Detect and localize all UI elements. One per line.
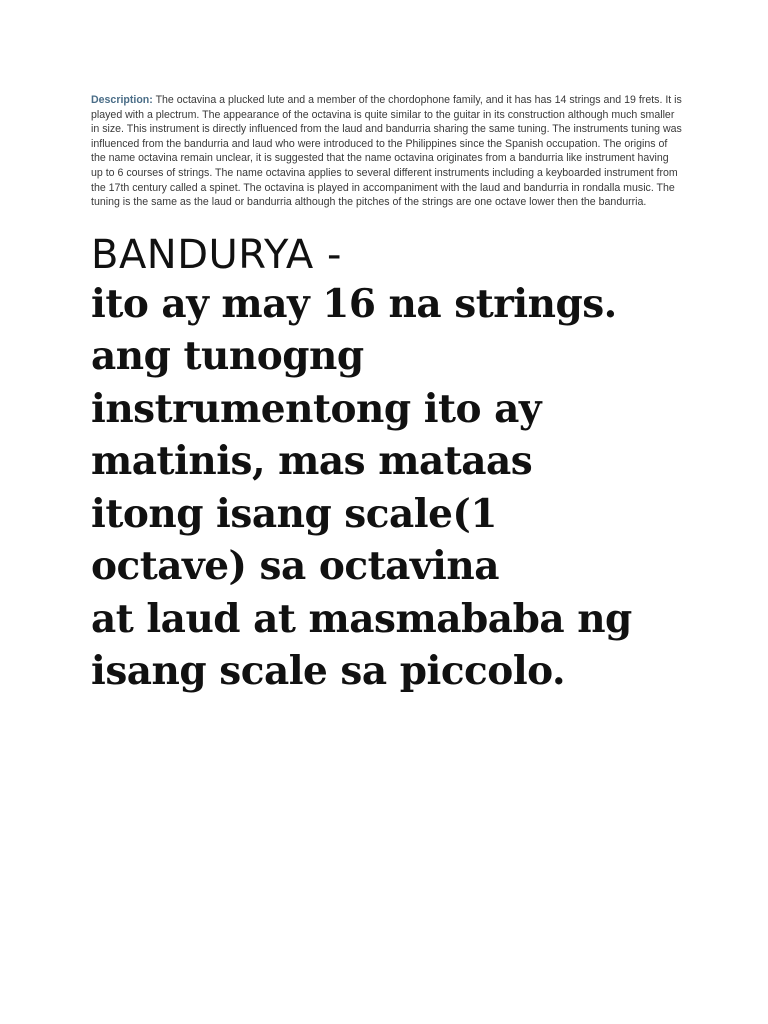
body-line: instrumentong ito ay [91, 385, 542, 432]
body-line: isang scale sa piccolo. [91, 648, 566, 695]
body-line: ang tunogng [91, 333, 364, 380]
bandurya-heading: BANDURYA - [91, 231, 342, 278]
body-line: at laud at masmababa ng [91, 595, 632, 642]
description-label: Description: [91, 94, 153, 106]
bandurya-body-text [91, 278, 683, 698]
body-line: matinis, mas mataas [91, 438, 533, 485]
body-line: octave) sa octavina [91, 543, 499, 590]
description-paragraph [91, 93, 683, 210]
body-line: ito ay may 16 na strings. [91, 280, 617, 327]
description-text: The octavina a plucked lute and a member of the chordophone family, and it has has 14 strings and 19 frets. It is played with a plectrum. The appearance of the octavina is quite similar to the guitar in its construction although much smaller in size. This instrument is directly influenced from the laud and bandurria sharing the same tuning. The instruments tuning was influenced from the bandurria and laud who were introduced to the Philippines since the Spanish occupation. The origins of the name octavina remain unclear, it is suggested that the name octavina originates from a bandurria like instrument having up to 6 courses of strings. The name octavina applies to several different instruments including a keyboarded instrument from the 17th century called a spinet. The octavina is played in accompaniment with the laud and bandurria in rondalla music. The tuning is the same as the laud or bandurria although the pitches of the strings are one octave lower then the bandurria. [91, 94, 682, 209]
document-page [91, 93, 683, 698]
body-line: itong isang scale(1 [91, 490, 497, 537]
